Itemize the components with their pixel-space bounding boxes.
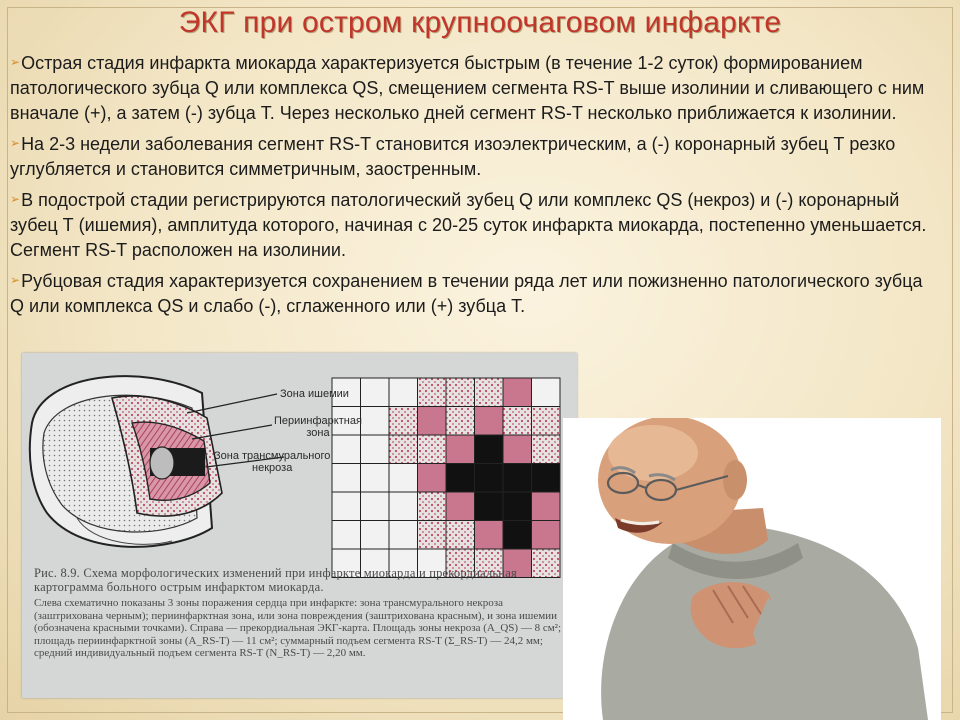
map-cell (532, 378, 561, 407)
label-periinfarct-line2: зона (306, 427, 330, 439)
bullet-icon: ➢ (10, 273, 21, 287)
map-cell (503, 435, 532, 464)
scanned-figure (22, 353, 577, 698)
map-cell (446, 435, 475, 464)
paragraph-text: Острая стадия инфаркта миокарда характеризуется быстрым (в течение 1-2 суток) формированием патологического зубца Q или комплекса QS, смещением сегмента RS-T выше изолинии и сливающего с ним вначале (+), а затем (-) зубца Т. Через несколько дней сегмент RS-T несколько приближается к изолинии. (10, 53, 925, 123)
map-cell (475, 492, 504, 521)
heart-cross-section (30, 376, 222, 547)
map-cell (361, 378, 390, 407)
map-cell (446, 378, 475, 407)
map-cell (418, 407, 447, 436)
label-periinfarct-zone (274, 415, 362, 439)
bullet-icon: ➢ (10, 192, 21, 206)
map-cell (418, 492, 447, 521)
map-cell (418, 378, 447, 407)
label-necrosis-line1: Зона трансмурального (214, 450, 331, 462)
map-cell (389, 435, 418, 464)
paragraph-scar-stage (10, 268, 940, 319)
map-cell (532, 464, 561, 493)
map-cell (418, 464, 447, 493)
map-cell (446, 492, 475, 521)
caption-title: Рис. 8.9. Схема морфологических изменений при инфаркте миокарда и прекордиальная картограмма больного острым инфарктом миокарда. (34, 566, 517, 594)
label-necrosis-zone (214, 450, 330, 474)
map-cell (532, 435, 561, 464)
label-necrosis-line2: некроза (252, 462, 293, 474)
map-cell (475, 407, 504, 436)
map-cell (332, 521, 361, 550)
bullet-icon: ➢ (10, 55, 21, 69)
map-cell (503, 407, 532, 436)
photo-man-chest-pain (563, 418, 941, 720)
map-cell (475, 521, 504, 550)
map-cell (446, 521, 475, 550)
slide-title: ЭКГ при остром крупноочаговом инфаркте (178, 6, 782, 39)
map-cell (361, 407, 390, 436)
paragraph-text: В подострой стадии регистрируются патологический зубец Q или комплекс QS (некроз) и (-) коронарный зубец Т (ишемия), амплитуда которого, начиная с 20-25 суток инфаркта миокарда, постепенно уменьшается. Сегмент RS-T расположен на изолинии. (10, 190, 927, 260)
map-cell (446, 464, 475, 493)
map-cell (532, 407, 561, 436)
map-cell (389, 464, 418, 493)
map-cell (475, 435, 504, 464)
map-cell (332, 435, 361, 464)
map-cell (418, 435, 447, 464)
map-cell (389, 492, 418, 521)
paragraph-subacute-stage (10, 187, 940, 263)
figure-caption (34, 566, 569, 660)
map-cell (361, 521, 390, 550)
map-cell (503, 521, 532, 550)
paragraph-text: На 2-3 недели заболевания сегмент RS-T становится изоэлектрическим, а (-) коронарный зубец Т резко углубляется и становится симметричным, заостренным. (10, 134, 896, 179)
map-cell (475, 378, 504, 407)
map-cell (503, 464, 532, 493)
map-cell (503, 492, 532, 521)
map-cell (332, 492, 361, 521)
map-cell (361, 492, 390, 521)
paragraph-acute-stage (10, 50, 940, 126)
map-cell (418, 521, 447, 550)
map-cell (332, 464, 361, 493)
map-cell (389, 378, 418, 407)
map-cell (532, 521, 561, 550)
map-cell (503, 378, 532, 407)
map-cell (532, 492, 561, 521)
map-cell (389, 521, 418, 550)
precordial-map (332, 378, 560, 578)
caption-body: Слева схематично показаны 3 зоны поражения сердца при инфаркте: зона трансмурального некроза (заштрихована черным); периинфарктная зона, или зона повреждения (заштрихована красным), и зона ишемии (обозначена красными точками). Справа — прекордиальная ЭКГ-карта. Площадь зоны некроза (A_QS) — 8 см²; площадь периинфарктной зоны (A_RS-T) — 11 см²; суммарный подъем сегмента RS-T (Σ_RS-T) — 24,2 мм; средний индивидуальный подъем сегмента RS-T (N_RS-T) — 2,20 мм. (34, 597, 562, 659)
map-cell (475, 464, 504, 493)
map-cell (446, 407, 475, 436)
paragraph-text: Рубцовая стадия характеризуется сохранением в течении ряда лет или пожизненно патологического зубца Q или комплекса QS и слабо (-), сглаженного или (+) зубца Т. (10, 271, 923, 316)
label-periinfarct-line1: Периинфарктная (274, 415, 362, 427)
map-cell (389, 407, 418, 436)
map-cell (361, 435, 390, 464)
text-body (10, 50, 940, 324)
map-cell (361, 464, 390, 493)
paragraph-weeks-2-3 (10, 131, 940, 182)
man-illustration (563, 418, 941, 720)
bullet-icon: ➢ (10, 136, 21, 150)
label-ischemia-zone: Зона ишемии (280, 388, 349, 400)
